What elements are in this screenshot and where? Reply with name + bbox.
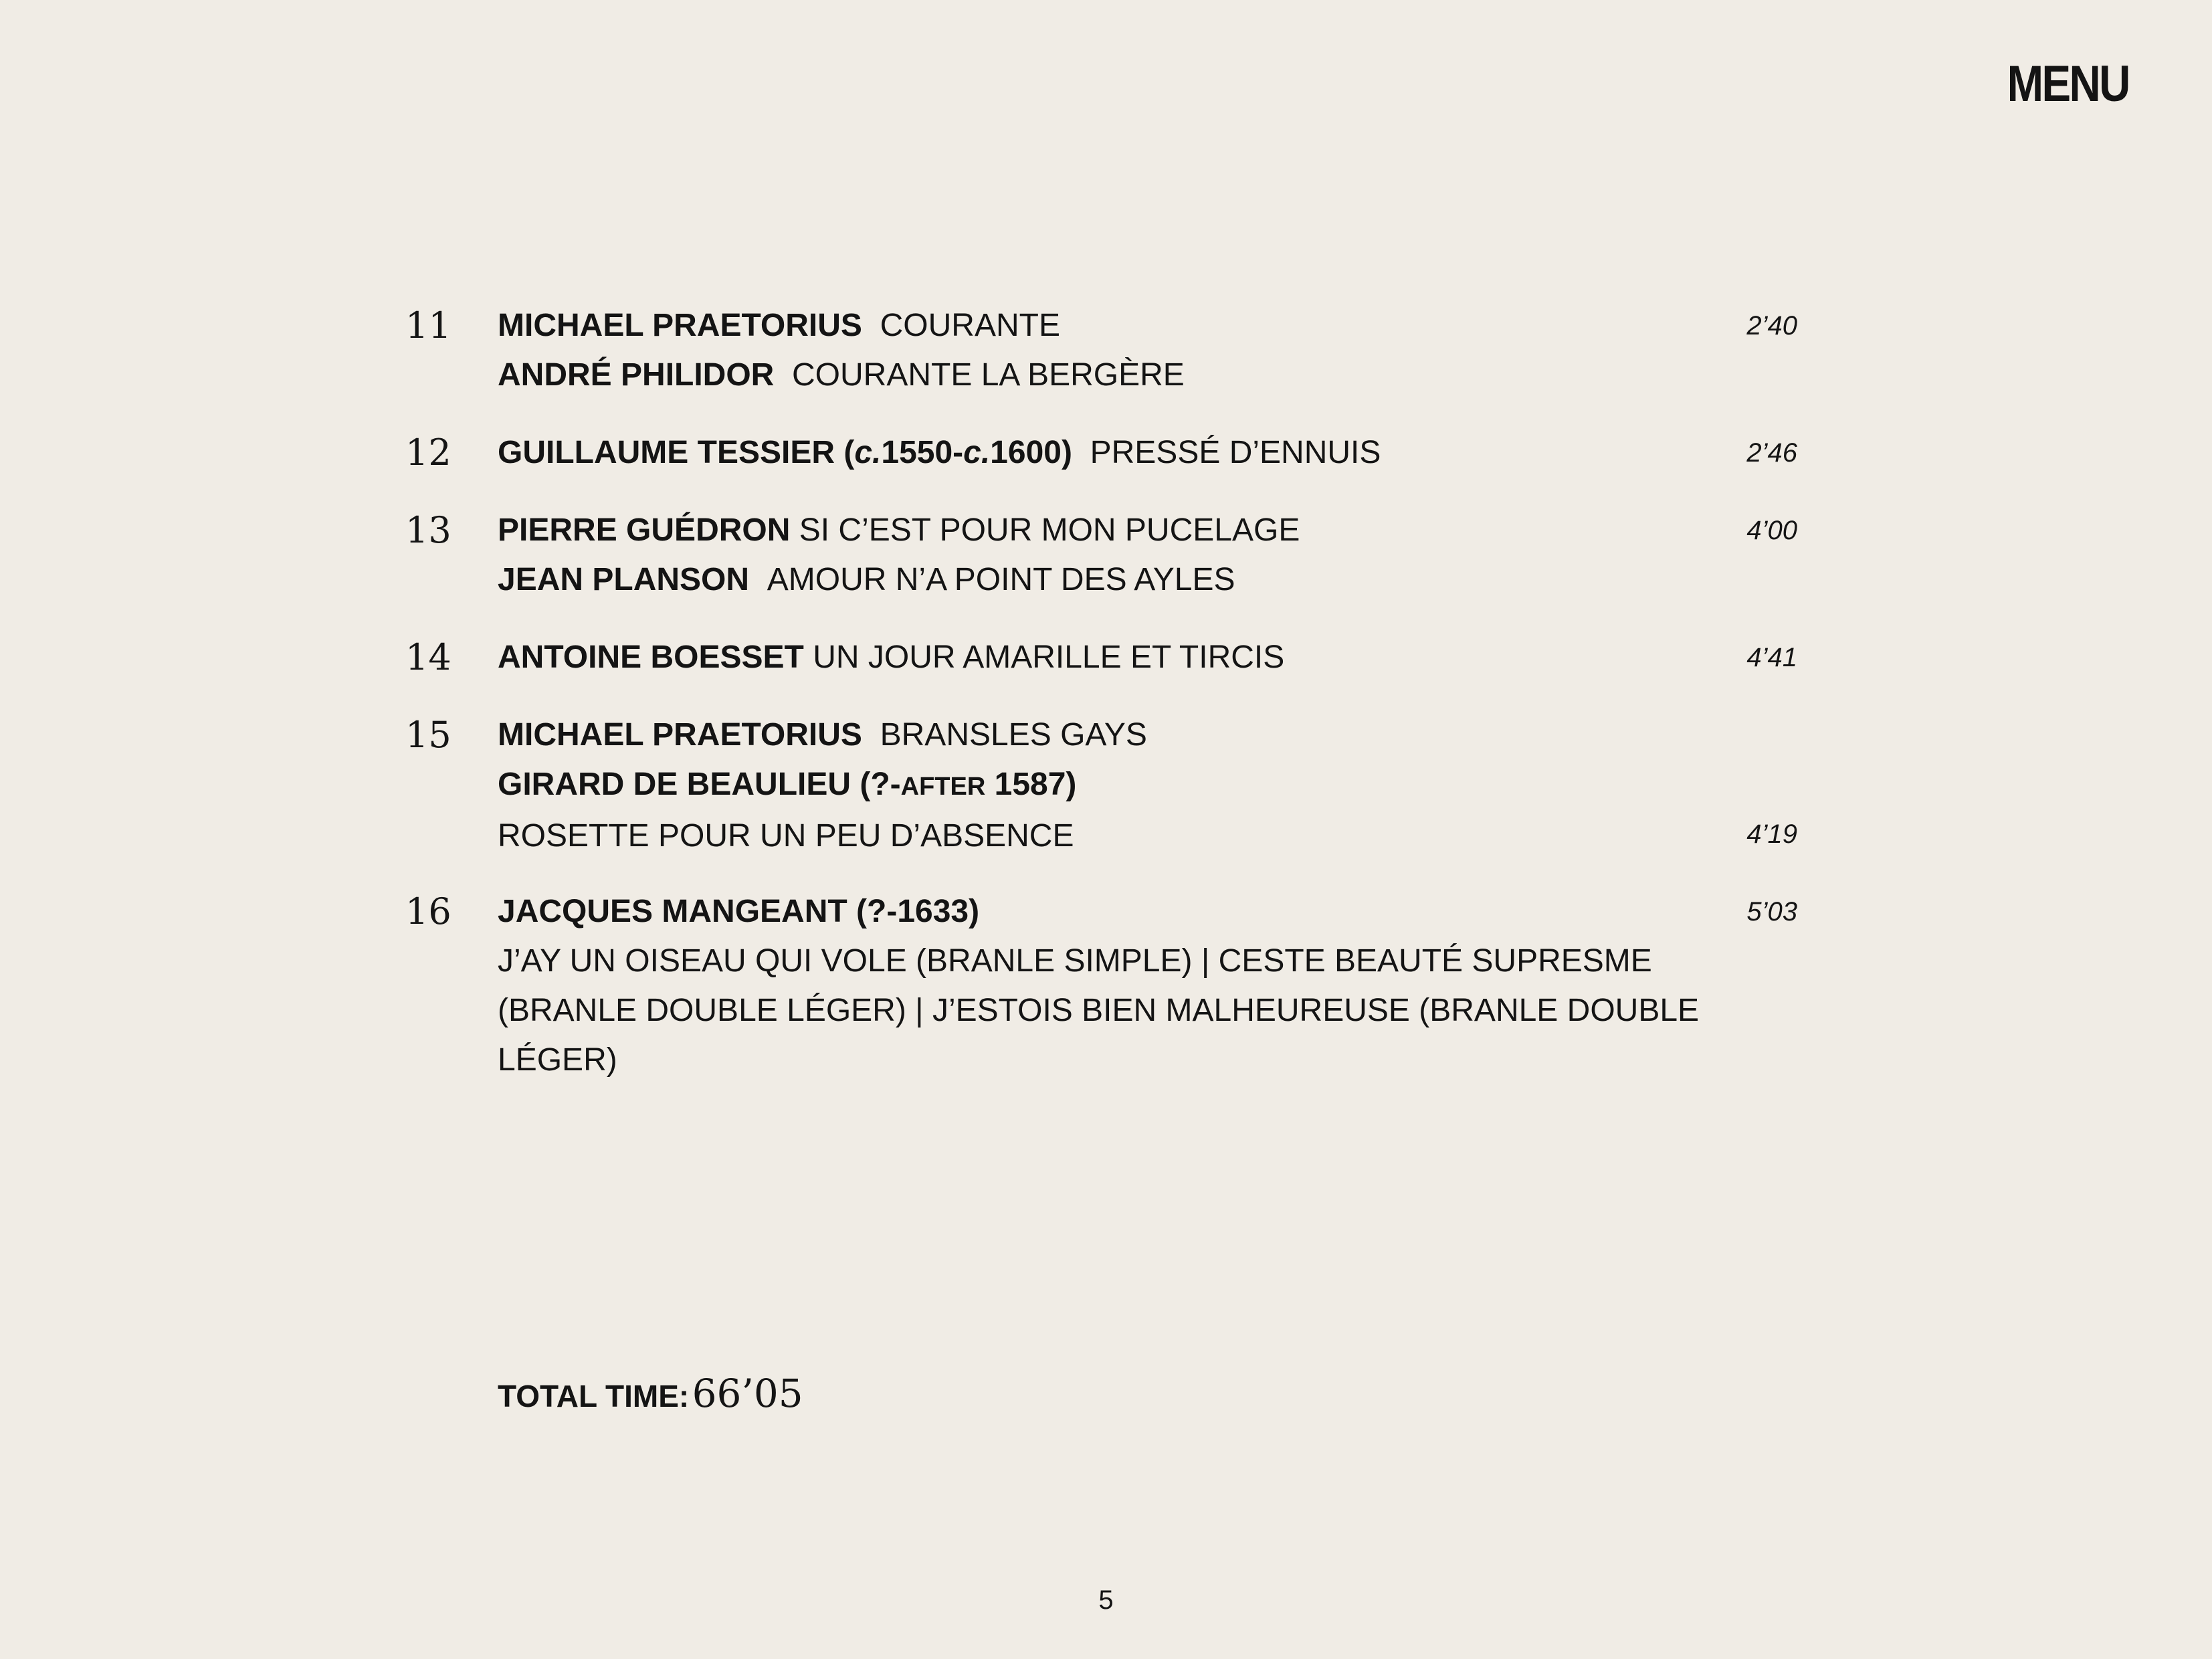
track-duration: 5’03	[1746, 897, 1797, 926]
track-line	[498, 506, 1728, 555]
track-duration: 4’41	[1746, 643, 1797, 672]
total-time	[498, 1369, 803, 1429]
work-title: PRESSÉ D’ENNUIS	[1090, 435, 1381, 470]
work-title: J’AY UN OISEAU QUI VOLE (BRANLE SIMPLE) | CESTE BEAUTÉ SUPRESME (BRANLE DOUBLE LÉGER) | J’ESTOIS BIEN MALHEUREUSE (BRANLE DOUBLE LÉGER)	[498, 943, 1700, 1078]
track-line	[498, 811, 1728, 861]
track-content	[498, 506, 1728, 605]
track-line	[498, 887, 1728, 937]
circa-mark: c.	[963, 435, 991, 470]
track-duration: 4’19	[1746, 819, 1797, 849]
composer-name: JEAN PLANSON	[498, 562, 750, 597]
composer-name: PIERRE GUÉDRON	[498, 512, 791, 548]
work-title: AMOUR N’A POINT DES AYLES	[767, 562, 1235, 597]
circa-mark: c.	[854, 435, 882, 470]
track-line	[498, 555, 1728, 605]
track-line	[498, 633, 1728, 682]
composer-name: JACQUES MANGEANT (?-1633)	[498, 894, 980, 929]
work-title: COURANTE	[880, 308, 1060, 343]
composer-name	[498, 435, 1072, 470]
total-time-value: 66’05	[692, 1371, 803, 1416]
track-line	[498, 351, 1728, 400]
track-line	[498, 937, 1728, 1085]
track-content	[498, 633, 1728, 682]
track-content	[498, 887, 1728, 1085]
composer-years: 1600)	[990, 435, 1072, 470]
composer-name-text: GUILLAUME TESSIER (	[498, 435, 855, 470]
composer-years: 1550-	[881, 435, 964, 470]
track-number: 14	[405, 636, 451, 678]
composer-years: 1587)	[985, 767, 1077, 802]
composer-name-text: GIRARD DE BEAULIEU (?-	[498, 767, 901, 802]
composer-name: ANDRÉ PHILIDOR	[498, 357, 775, 393]
track-line	[498, 760, 1728, 811]
work-title: BRANSLES GAYS	[880, 717, 1147, 753]
track-line	[498, 710, 1728, 760]
track-line	[498, 301, 1728, 351]
composer-name: ANTOINE BOESSET	[498, 640, 804, 675]
composer-years-qualifier: AFTER	[900, 773, 986, 801]
composer-name	[498, 767, 1076, 802]
work-title: COURANTE LA BERGÈRE	[792, 357, 1185, 393]
track-content	[498, 428, 1728, 478]
track-line	[498, 428, 1728, 478]
track-number: 11	[405, 304, 451, 347]
composer-name: MICHAEL PRAETORIUS	[498, 717, 862, 753]
track-duration: 2’40	[1746, 311, 1797, 340]
track-number: 13	[405, 509, 451, 551]
track-number: 15	[405, 714, 451, 756]
track-duration: 2’46	[1746, 438, 1797, 468]
track-number: 16	[405, 890, 451, 933]
page-number: 5	[1098, 1585, 1114, 1615]
work-title: ROSETTE POUR UN PEU D’ABSENCE	[498, 818, 1074, 854]
work-title: UN JOUR AMARILLE ET TIRCIS	[813, 640, 1285, 675]
track-content	[498, 301, 1728, 400]
track-number: 12	[405, 431, 451, 474]
work-title: SI C’EST POUR MON PUCELAGE	[799, 512, 1300, 548]
total-time-label: TOTAL TIME:	[498, 1379, 690, 1413]
track-duration: 4’00	[1746, 516, 1797, 545]
composer-name: MICHAEL PRAETORIUS	[498, 308, 862, 343]
menu-button[interactable]: MENU	[2007, 56, 2129, 112]
track-content	[498, 710, 1728, 861]
